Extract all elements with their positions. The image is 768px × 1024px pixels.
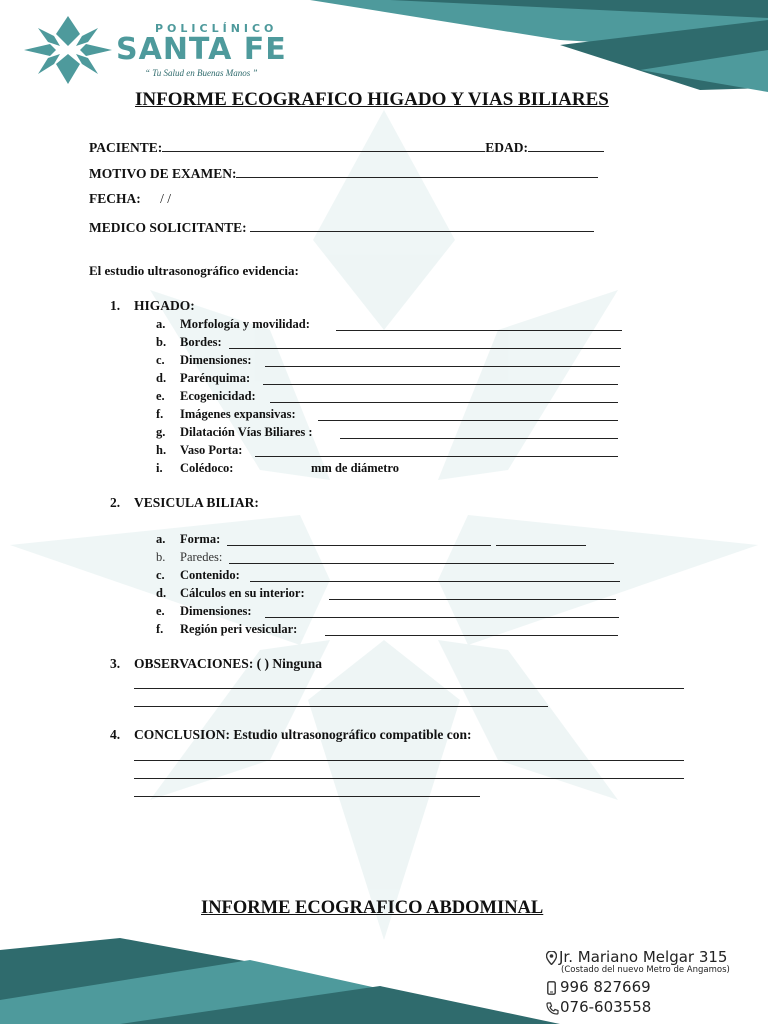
higado-dimensiones-line[interactable] <box>265 366 620 367</box>
brand-name-top: POLICLÍNICO <box>155 22 278 35</box>
higado-item: e. Ecogenicidad: <box>156 389 256 403</box>
edad-label: EDAD: <box>485 140 529 155</box>
higado-imagenes-line[interactable] <box>318 420 618 421</box>
location-pin-icon <box>546 951 557 965</box>
section-higado-heading: 1. HIGADO: <box>110 298 195 313</box>
motivo-field[interactable] <box>236 165 598 178</box>
paciente-label: PACIENTE: <box>89 140 163 155</box>
conclusion-line-3[interactable] <box>134 796 480 797</box>
contact-phone: 076-603558 <box>560 998 652 1016</box>
higado-item: h. Vaso Porta: <box>156 443 243 457</box>
medico-label: MEDICO SOLICITANTE: <box>89 220 247 235</box>
section-vesicula-heading: 2. VESICULA BILIAR: <box>110 495 259 510</box>
fecha-label: FECHA: <box>89 191 141 206</box>
vesicula-calculos-line[interactable] <box>329 599 616 600</box>
vesicula-item: a. Forma: <box>156 532 221 546</box>
higado-item: a. Morfología y movilidad: <box>156 317 310 331</box>
observaciones-line-2[interactable] <box>134 706 548 707</box>
footer-band <box>0 930 768 1024</box>
conclusion-line-1[interactable] <box>134 760 684 761</box>
observaciones-line-1[interactable] <box>134 688 684 689</box>
telephone-icon <box>546 1002 559 1015</box>
vesicula-item: c. Contenido: <box>156 568 240 582</box>
higado-item: i. Colédoco: <box>156 461 234 475</box>
intro-text: El estudio ultrasonográfico evidencia: <box>89 263 299 278</box>
contact-mobile: 996 827669 <box>560 978 651 996</box>
abdominal-title: INFORME ECOGRAFICO ABDOMINAL <box>201 898 544 918</box>
higado-item: c. Dimensiones: <box>156 353 252 367</box>
vesicula-forma-line[interactable] <box>227 545 491 546</box>
mobile-phone-icon <box>547 981 556 995</box>
vesicula-forma-line-2[interactable] <box>496 545 586 546</box>
edad-field[interactable] <box>528 139 604 152</box>
motivo-label: MOTIVO DE EXAMEN: <box>89 166 237 181</box>
higado-vaso-porta-line[interactable] <box>255 456 618 457</box>
brand-slogan: “ Tu Salud en Buenas Manos ” <box>145 68 258 78</box>
document-title: INFORME ECOGRAFICO HIGADO Y VIAS BILIARES <box>135 89 609 110</box>
higado-morfologia-line[interactable] <box>336 330 622 331</box>
higado-bordes-line[interactable] <box>229 348 621 349</box>
contact-address: Jr. Mariano Melgar 315 <box>559 948 728 966</box>
vesicula-item: f. Región peri vesicular: <box>156 622 298 636</box>
fecha-field[interactable]: / / <box>160 191 172 206</box>
section-observaciones-heading: 3. OBSERVACIONES: ( ) Ninguna <box>110 656 322 671</box>
vesicula-region-line[interactable] <box>325 635 618 636</box>
higado-ecogenicidad-line[interactable] <box>270 402 618 403</box>
vesicula-item: b. Paredes: <box>156 550 223 564</box>
section-conclusion-heading: 4. CONCLUSION: Estudio ultrasonográfico compatible con: <box>110 727 472 742</box>
brand-name-main: SANTA FE <box>116 32 287 67</box>
santa-fe-logo-icon <box>24 16 112 84</box>
fecha-row <box>89 191 171 207</box>
higado-item: b. Bordes: <box>156 335 222 349</box>
higado-item: f. Imágenes expansivas: <box>156 407 296 421</box>
higado-parenquima-line[interactable] <box>263 384 618 385</box>
vesicula-paredes-line[interactable] <box>229 563 614 564</box>
medico-row <box>89 219 594 236</box>
higado-item: g. Dilatación Vías Biliares : <box>156 425 313 439</box>
medico-field[interactable] <box>250 219 594 232</box>
higado-item: d. Parénquima: <box>156 371 251 385</box>
vesicula-item: d. Cálculos en su interior: <box>156 586 305 600</box>
vesicula-item: e. Dimensiones: <box>156 604 252 618</box>
paciente-field[interactable] <box>162 139 485 152</box>
contact-address-note: (Costado del nuevo Metro de Angamos) <box>561 965 730 975</box>
higado-dilatacion-line[interactable] <box>340 438 618 439</box>
motivo-row <box>89 165 598 182</box>
coledoco-unit: mm de diámetro <box>311 461 399 475</box>
conclusion-line-2[interactable] <box>134 778 684 779</box>
patient-row <box>89 139 604 156</box>
vesicula-contenido-line[interactable] <box>250 581 620 582</box>
vesicula-dimensiones-line[interactable] <box>265 617 619 618</box>
